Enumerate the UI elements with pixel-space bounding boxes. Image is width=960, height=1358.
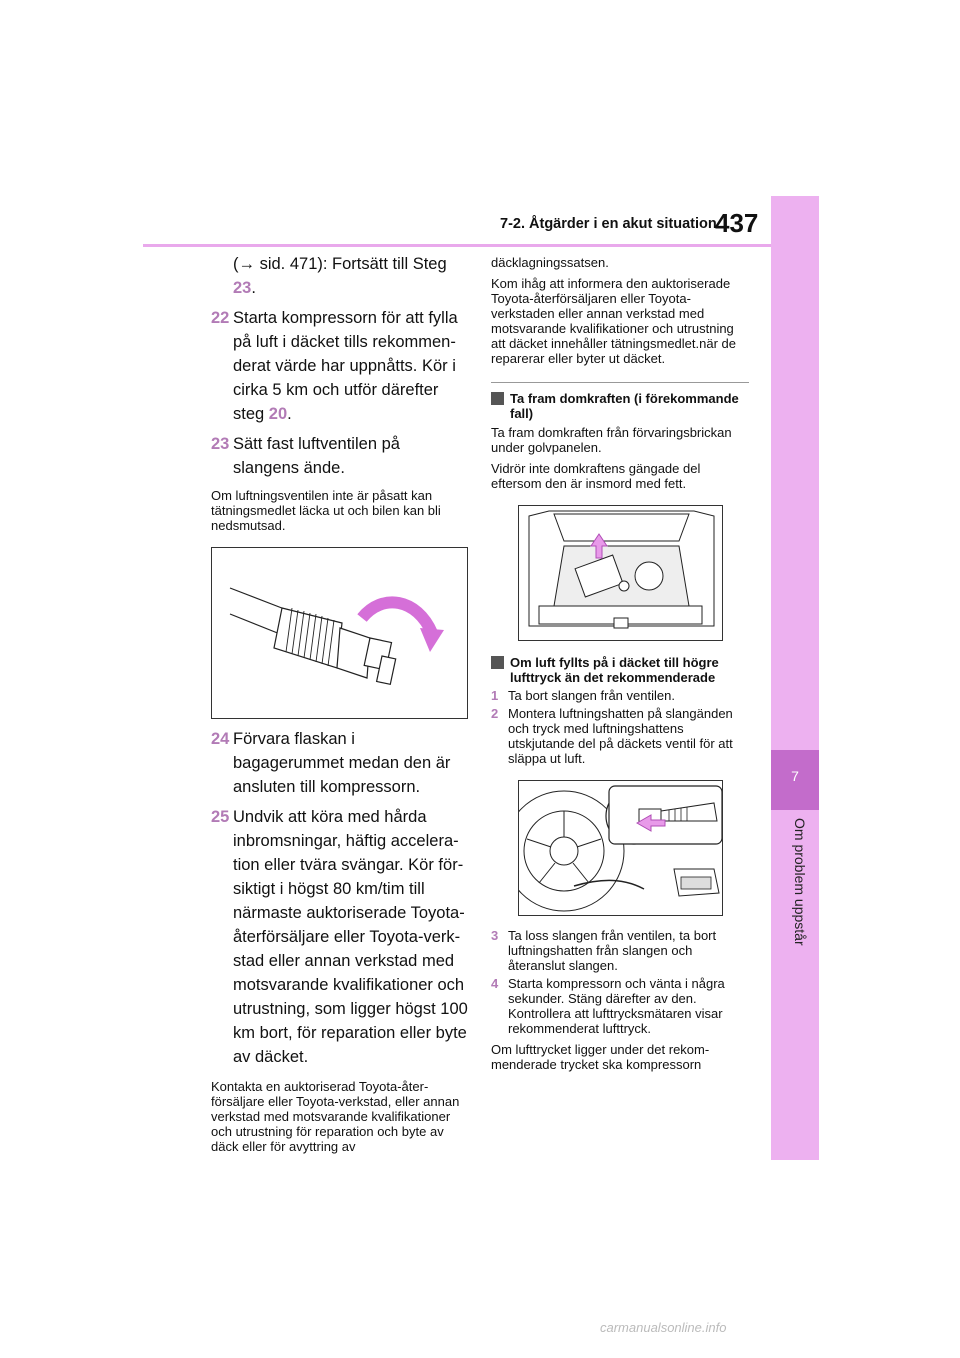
step-number: 24: [211, 730, 230, 748]
jack-para-1: Ta fram domkraften från förvaringsbrickan under golvpanelen.: [491, 425, 732, 455]
subheading-overpressure: Om luft fyllts på i däcket till högre lufttryck än det rekommenderade: [491, 655, 749, 685]
final-paragraph: Om lufttrycket ligger under det rekommenderade trycket ska kompressorn: [491, 1042, 710, 1072]
step-number: 25: [211, 808, 230, 826]
note-contact: Kontakta en auktoriserad Toyota-återförsäljare eller Toyota-verkstad, eller annan verkstad med motsvarande kvalifikationer och utrustning för reparation och byte av däck eller för avyttring av: [211, 1079, 460, 1154]
continued-text: däcklagningssatsen.: [491, 255, 609, 270]
valve-illustration: [211, 547, 468, 719]
tire-valve-image: [519, 781, 722, 915]
step-number: 23: [211, 435, 230, 453]
subheading-jack: Ta fram domkraften (i förekommande fall): [491, 391, 749, 421]
overpressure-step-4: 4 Starta kompressorn och vänta i några sekunder. Stäng därefter av den. Kontrollera att lufttrycksmätaren visar rekommenderat lufttryck.: [491, 976, 725, 1036]
step-ref-20: 20: [268, 405, 288, 423]
page-number: 437: [715, 208, 759, 238]
jack-para-2: Vidrör inte domkraftens gängade del eftersom den är insmord med fett.: [491, 461, 701, 491]
chapter-title: Om problem uppstår: [792, 818, 808, 946]
square-bullet-icon: [491, 656, 504, 669]
chapter-side-tab: [771, 196, 819, 1160]
square-bullet-icon: [491, 392, 504, 405]
divider: [491, 382, 749, 383]
chapter-number: 7: [791, 768, 799, 784]
tire-valve-illustration: [518, 780, 723, 916]
trunk-illustration: [518, 505, 723, 641]
step-23: 23 Sätt fast luftventilen på slangens ände.: [211, 432, 469, 480]
trunk-jack-image: [519, 506, 722, 640]
step-number: 22: [211, 309, 230, 327]
section-header: 7-2. Åtgärder i en akut situation: [500, 216, 717, 232]
overpressure-step-2: 2 Montera luftningshatten på slangänden och tryck med luftningshattens utskjutande del på däckets ventil för att släppa ut luft.: [491, 706, 733, 766]
step-25: 25 Undvik att köra med hårda inbromsningar, häftig acceleration eller tvära svängar. Kör försiktigt i högst 80 km/tim till närmaste auktoriserade Toyota-återförsäljare eller Toyota-verkstad eller annan verkstad med motsvarande kvalifikationer och utrustning, som ligger högst 100 km bort, för reparation eller byte av däcket.: [211, 805, 469, 1069]
header-rule: [143, 244, 789, 247]
step-ref-23: 23: [233, 279, 252, 297]
step-22: 22 Starta kompressorn för att fylla på luft i däcket tills rekommenderat värde har uppnåtts. Kör i cirka 5 km och utför därefter steg 20.: [211, 306, 469, 426]
left-column: [211, 252, 469, 1154]
note-valve: Om luftningsventilen inte är påsatt kan tätningsmedlet läcka ut och bilen kan bli nedsmutsad.: [211, 488, 441, 533]
overpressure-step-3: 3 Ta loss slangen från ventilen, ta bort luftningshatten från slangen och återanslut slangen.: [491, 928, 717, 973]
inform-paragraph: Kom ihåg att informera den auktoriserade Toyota-återförsäljaren eller Toyota-verkstaden eller annan verkstad med motsvarande kvalifikationer och utrustning att däcket innehåller tätningsmedlet.när de reparerar eller byter ut däcket.: [491, 276, 736, 366]
right-column: [491, 255, 749, 1072]
overpressure-step-1: 1 Ta bort slangen från ventilen.: [491, 688, 675, 703]
intro-text: (→ sid. 471): Fortsätt till Steg 23.: [233, 255, 447, 297]
valve-hose-image: [212, 548, 467, 718]
step-24: 24 Förvara flaskan i bagagerummet medan den är ansluten till kompressorn.: [211, 727, 469, 799]
watermark: carmanualsonline.info: [600, 1320, 727, 1335]
